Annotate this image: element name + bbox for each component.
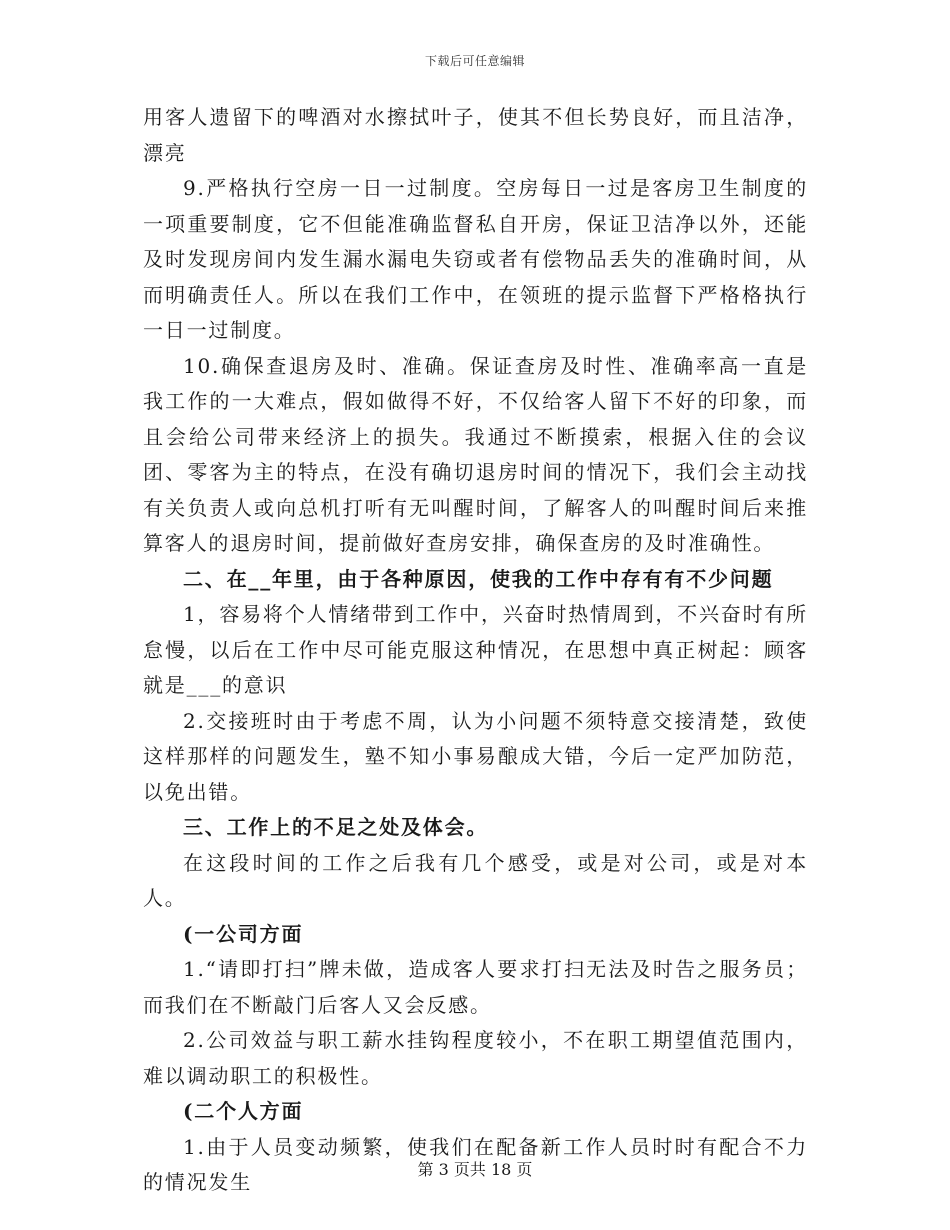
section-heading-2: 二、在__年里，由于各种原因，使我的工作中存有有不少问题 bbox=[183, 566, 774, 591]
paragraph-problem-1: 1，容易将个人情绪带到工作中，兴奋时热情周到，不兴奋时有所怠慢，以后在工作中尽可能克服这种情况，在思想中真正树起：顾客就是___的意识 bbox=[143, 602, 808, 697]
paragraph-feelings-intro: 在这段时间的工作之后我有几个感受，或是对公司，或是对本人。 bbox=[143, 850, 808, 910]
paragraph-continuation: 用客人遗留下的啤酒对水擦拭叶子，使其不但长势良好，而且洁净，漂亮 bbox=[143, 105, 808, 165]
paragraph-company-2: 2.公司效益与职工薪水挂钩程度较小，不在职工期望值范围内，难以调动职工的积极性。 bbox=[143, 1028, 808, 1088]
paragraph-item-10: 10.确保查退房及时、准确。保证查房及时性、准确率高一直是我工作的一大难点，假如做得不好，不仅给客人留下不好的印象，而且会给公司带来经济上的损失。我通过不断摸索，根据入住的会议团、零客为主的特点，在没有确切退房时间的情况下，我们会主动找有关负责人或向总机打听有无叫醒时间，了解客人的叫醒时间后来推算客人的退房时间，提前做好查房安排，确保查房的及时准确性。 bbox=[143, 353, 808, 555]
subheading-personal: (二个人方面 bbox=[183, 1099, 304, 1123]
document-body bbox=[143, 100, 808, 1201]
paragraph-company-1: 1.“请即打扫”牌未做，造成客人要求打扫无法及时告之服务员；而我们在不断敲门后客人又会反感。 bbox=[143, 957, 808, 1017]
section-heading-3: 三、工作上的不足之处及体会。 bbox=[183, 815, 489, 839]
page-header: 下载后可任意编辑 bbox=[424, 54, 525, 68]
paragraph-personal-1: 1.由于人员变动频繁，使我们在配备新工作人员时时有配合不力的情况发生 bbox=[143, 1134, 808, 1194]
paragraph-problem-2: 2.交接班时由于考虑不周，认为小问题不须特意交接清楚，致使这样那样的问题发生，塾不知小事易酿成大错，今后一定严加防范，以免出错。 bbox=[143, 708, 808, 804]
page-footer: 第 3 页共 18 页 bbox=[417, 1160, 533, 1179]
subheading-company: (一公司方面 bbox=[183, 921, 304, 946]
paragraph-item-9: 9.严格执行空房一日一过制度。空房每日一过是客房卫生制度的一项重要制度，它不但能准确监督私自开房，保证卫洁净以外，还能及时发现房间内发生漏水漏电失窃或者有偿物品丢失的准确时间，从而明确责任人。所以在我们工作中，在领班的提示监督下严格格执行一日一过制度。 bbox=[143, 176, 808, 342]
